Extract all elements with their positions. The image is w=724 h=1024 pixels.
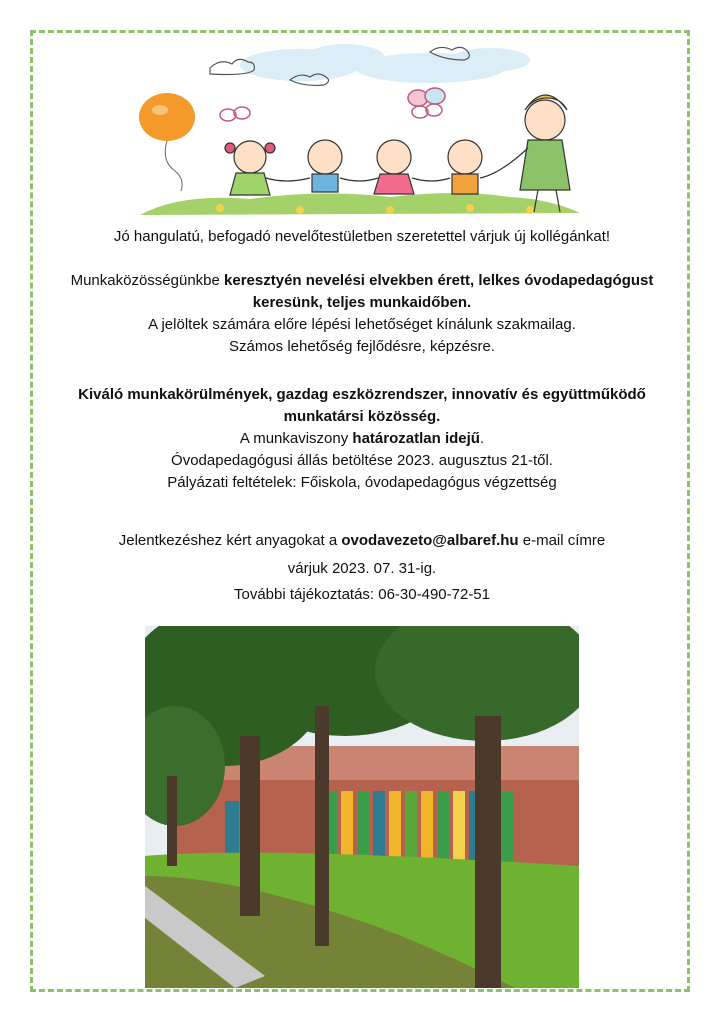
requirements-line: Pályázati feltételek: Főiskola, óvodapedagógus végzettség	[167, 474, 557, 491]
cloud-icon	[240, 44, 530, 83]
offer-line-3: Számos lehetőség fejlődésre, képzésre.	[229, 338, 495, 355]
offer-pre: Munkaközösségünkbe	[70, 272, 225, 289]
kindergarten-photo	[145, 626, 579, 988]
contract-line	[60, 428, 664, 450]
contract-bold: határozatlan idejű	[352, 430, 480, 447]
offer-bold-2: keresünk, teljes munkaidőben.	[252, 294, 472, 311]
conditions-paragraph	[60, 384, 664, 494]
offer-line-1	[60, 270, 664, 292]
butterfly-icon	[220, 88, 445, 121]
email-link[interactable]: ovodavezeto@albaref.hu	[341, 532, 519, 549]
offer-paragraph	[60, 270, 664, 358]
balloon-icon	[139, 93, 195, 191]
offer-bold-1: keresztyén nevelési elvekben érett, lelkes óvodapedagógust	[224, 272, 654, 289]
application-post: e-mail címre	[518, 532, 606, 549]
info-phone-line: További tájékoztatás: 06-30-490-72-51	[234, 586, 490, 603]
kid-figures	[225, 95, 570, 212]
intro-line: Jó hangulatú, befogadó nevelőtestületben szeretettel várjuk új kollégánkat!	[113, 228, 611, 245]
deadline-block	[60, 558, 664, 606]
intro-text	[60, 226, 664, 248]
contract-pre: A munkaviszony	[239, 430, 353, 447]
conditions-bold-1: Kiváló munkakörülmények, gazdag eszközrendszer, innovatív és együttműködő	[78, 386, 646, 403]
contract-post: .	[479, 430, 485, 447]
conditions-bold-2: munkatársi közösség.	[283, 408, 441, 425]
offer-line-2: A jelöltek számára előre lépési lehetőséget kínálunk szakmailag.	[148, 316, 576, 333]
application-pre: Jelentkezéshez kért anyagokat a	[118, 532, 342, 549]
application-line	[60, 530, 664, 552]
start-date-line: Óvodapedagógusi állás betöltése 2023. augusztus 21-től.	[171, 452, 553, 469]
children-illustration	[130, 40, 590, 220]
deadline-line: várjuk 2023. 07. 31-ig.	[287, 560, 437, 577]
